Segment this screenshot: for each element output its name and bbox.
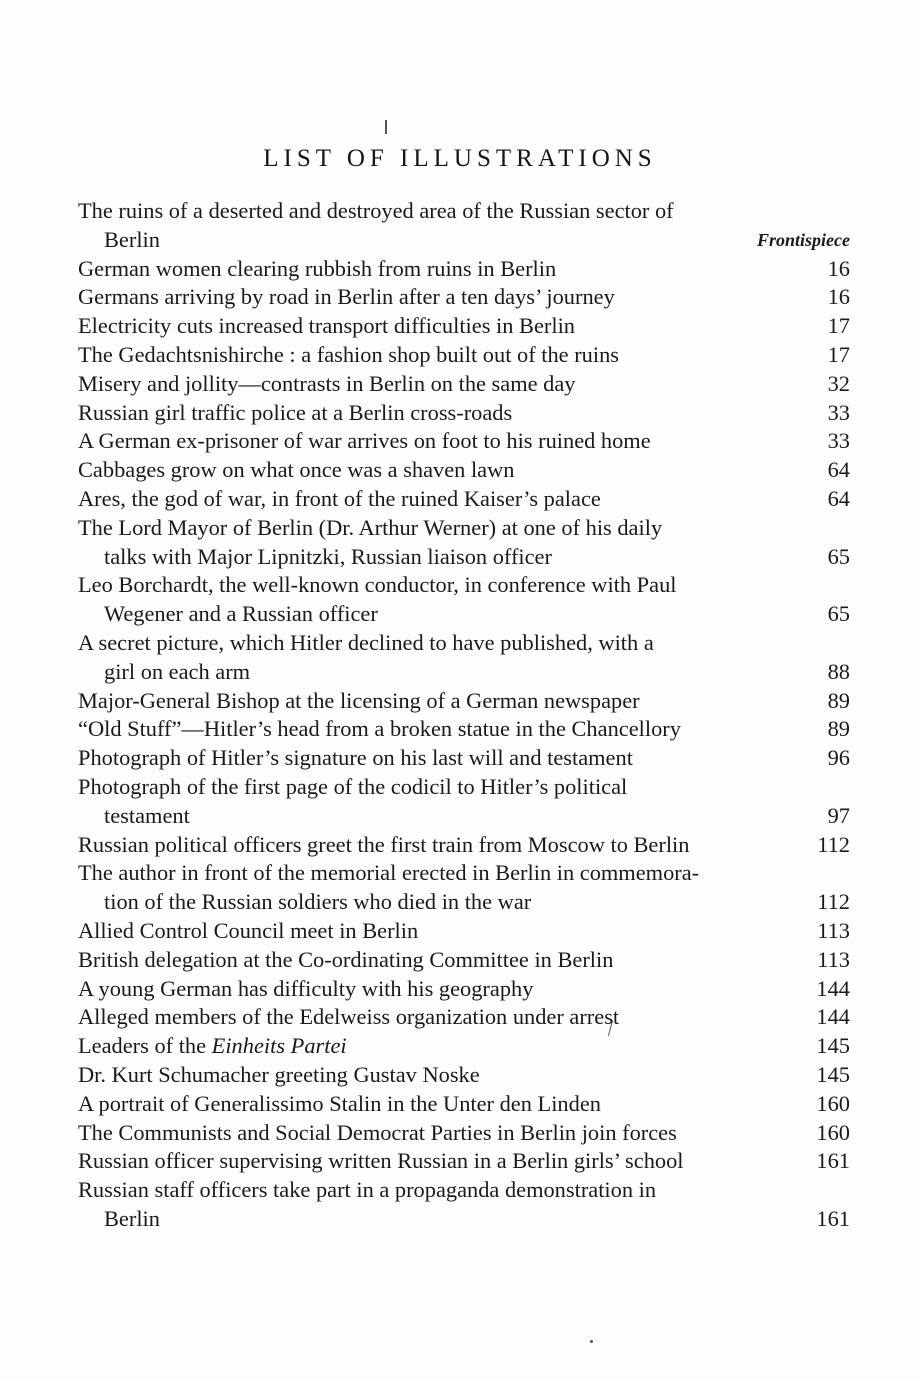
speck-mark	[590, 1340, 593, 1343]
entry-page-number: 144	[816, 1004, 850, 1030]
entry-page-number: 65	[827, 543, 850, 569]
entry-caption-continued: Berlin	[104, 226, 160, 252]
list-item	[78, 831, 850, 860]
entry-caption: The Communists and Social Democrat Parties in Berlin join forces	[78, 1119, 677, 1145]
entry-caption: The author in front of the memorial erected in Berlin in commemora-	[78, 860, 700, 886]
entry-page-number: 16	[827, 255, 850, 281]
list-item	[78, 1032, 850, 1061]
list-item	[78, 1090, 850, 1119]
entry-page-number: 89	[827, 716, 850, 742]
entry-page-number: 32	[827, 370, 850, 396]
entry-caption-continued: girl on each arm	[104, 658, 251, 684]
entry-page-number: 112	[817, 831, 850, 857]
entry-caption-continued: talks with Major Lipnitzki, Russian liaison officer	[104, 543, 552, 569]
entry-caption: Photograph of the first page of the codicil to Hitler’s political	[78, 773, 628, 799]
list-item	[78, 255, 850, 284]
list-item	[78, 1061, 850, 1090]
entry-page-number: 161	[816, 1205, 850, 1231]
entry-page-number: 65	[827, 601, 850, 627]
entry-caption: The ruins of a deserted and destroyed area of the Russian sector of	[78, 198, 674, 223]
entry-caption: Major-General Bishop at the licensing of a German newspaper	[78, 687, 640, 713]
entry-page-number: 112	[817, 889, 850, 915]
entry-page-number: 64	[827, 457, 850, 483]
entry-caption: German women clearing rubbish from ruins in Berlin	[78, 255, 557, 281]
entry-caption-continued: Berlin	[104, 1205, 160, 1231]
list-item	[78, 1003, 850, 1032]
entry-page-number: 144	[816, 975, 850, 1001]
list-item	[78, 744, 850, 773]
entry-caption: Leo Borchardt, the well-known conductor, in conference with Paul	[78, 572, 677, 598]
entry-caption-continued: tion of the Russian soldiers who died in the war	[104, 889, 532, 915]
entry-caption: The Lord Mayor of Berlin (Dr. Arthur Werner) at one of his daily	[78, 514, 663, 540]
list-item	[78, 283, 850, 312]
entry-page-number: 89	[827, 687, 850, 713]
entry-caption-continued: testament	[104, 802, 190, 828]
entry-caption	[78, 1032, 850, 1061]
entry-page-number: 113	[817, 946, 850, 972]
entry-caption-text: Leaders of the	[78, 1033, 212, 1059]
entry-caption: Cabbages grow on what once was a shaven lawn	[78, 457, 515, 483]
list-item	[78, 1147, 850, 1176]
list-item	[78, 514, 850, 572]
entry-page-number: 161	[816, 1148, 850, 1174]
list-item	[78, 456, 850, 485]
entry-caption: A German ex-prisoner of war arrives on foot to his ruined home	[78, 428, 651, 454]
entry-caption: Photograph of Hitler’s signature on his last will and testament	[78, 745, 633, 771]
entry-caption: Allied Control Council meet in Berlin	[78, 917, 419, 943]
list-item	[78, 485, 850, 514]
entry-page-number: Frontispiece	[757, 229, 850, 250]
entry-caption: A secret picture, which Hitler declined to have published, with a	[78, 629, 654, 655]
entry-caption: Ares, the god of war, in front of the ruined Kaiser’s palace	[78, 485, 601, 511]
list-item	[78, 1176, 850, 1234]
list-item	[78, 1119, 850, 1148]
entry-page-number: 16	[827, 284, 850, 310]
entry-page-number: 33	[827, 399, 850, 425]
entry-page-number: 17	[827, 341, 850, 367]
entry-caption: Germans arriving by road in Berlin after a ten days’ journey	[78, 284, 615, 310]
entry-page-number: 113	[817, 917, 850, 943]
entry-caption: Misery and jollity—contrasts in Berlin on the same day	[78, 370, 576, 396]
list-item	[78, 312, 850, 341]
entry-page-number: 88	[827, 658, 850, 684]
entry-caption: Russian girl traffic police at a Berlin cross-roads	[78, 399, 513, 425]
entry-caption: The Gedachtsnishirche : a fashion shop built out of the ruins	[78, 341, 619, 367]
list-item	[78, 859, 850, 917]
entry-page-number: 96	[827, 745, 850, 771]
list-item	[78, 370, 850, 399]
list-item	[78, 341, 850, 370]
page-title: LIST OF ILLUSTRATIONS	[263, 145, 657, 172]
entry-caption: A young German has difficulty with his geography	[78, 975, 534, 1001]
entry-caption: British delegation at the Co-ordinating Committee in Berlin	[78, 946, 614, 972]
entry-caption: Russian staff officers take part in a propaganda demonstration in	[78, 1177, 657, 1203]
list-item	[78, 629, 850, 687]
list-item	[78, 427, 850, 456]
list-item	[78, 399, 850, 428]
entry-page-number: 160	[816, 1119, 850, 1145]
entry-caption: “Old Stuff”—Hitler’s head from a broken statue in the Chancellory	[78, 716, 681, 742]
list-item	[78, 197, 850, 255]
entry-caption-continued: Wegener and a Russian officer	[104, 601, 378, 627]
illustrations-list	[78, 197, 850, 1234]
entry-page-number: 17	[827, 313, 850, 339]
entry-caption: Russian officer supervising written Russian in a Berlin girls’ school	[78, 1148, 684, 1174]
entry-caption: A portrait of Generalissimo Stalin in the Unter den Linden	[78, 1090, 601, 1116]
entry-page-number: 97	[827, 802, 850, 828]
entry-caption: Alleged members of the Edelweiss organization under arrest	[78, 1004, 620, 1030]
list-item	[78, 571, 850, 629]
list-item	[78, 946, 850, 975]
entry-page-number: 145	[816, 1033, 850, 1059]
entry-caption-italic: Einheits Partei	[211, 1033, 347, 1059]
speck-mark	[385, 120, 387, 134]
entry-caption: Dr. Kurt Schumacher greeting Gustav Noske	[78, 1061, 480, 1087]
entry-caption: Russian political officers greet the first train from Moscow to Berlin	[78, 831, 690, 857]
entry-page-number: 33	[827, 428, 850, 454]
list-item	[78, 975, 850, 1004]
list-item	[78, 687, 850, 716]
entry-page-number: 64	[827, 485, 850, 511]
list-item	[78, 773, 850, 831]
list-item	[78, 917, 850, 946]
entry-caption: Electricity cuts increased transport difficulties in Berlin	[78, 313, 575, 339]
list-item	[78, 715, 850, 744]
entry-page-number: 145	[816, 1061, 850, 1087]
entry-page-number: 160	[816, 1090, 850, 1116]
